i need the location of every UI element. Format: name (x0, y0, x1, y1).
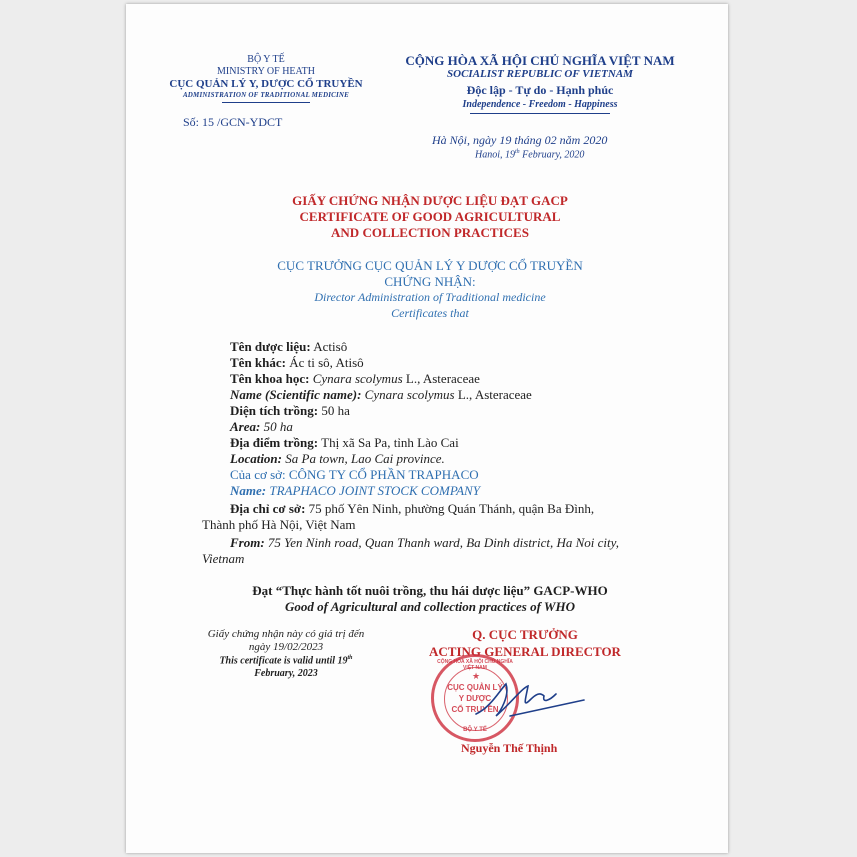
seal-text-3: CỔ TRUYỀN (451, 705, 499, 714)
field-scientific-name-vi: Tên khoa học: Cynara scolymus L., Asteraceae (230, 371, 480, 386)
field-address-en-line2: Vietnam (202, 551, 245, 566)
validity-en-2: February, 2023 (254, 668, 318, 679)
issue-date-vi: Hà Nội, ngày 19 tháng 02 năm 2020 (432, 133, 608, 147)
field-address-en: From: 75 Yen Ninh road, Quan Thanh ward, Ba Dinh district, Ha Noi city, (230, 535, 619, 550)
certificate-page (126, 4, 728, 853)
field-company-en: Name: TRAPHACO JOINT STOCK COMPANY (230, 483, 480, 498)
field-address-vi: Địa chỉ cơ sở: 75 phố Yên Ninh, phường Quán Thánh, quận Ba Đình, (230, 501, 595, 516)
validity-vi-2: ngày 19/02/2023 (248, 641, 324, 653)
issue-date-en: Hanoi, 19th February, 2020 (475, 149, 585, 161)
ministry-vi: BỘ Y TẾ (247, 54, 285, 65)
motto-vi: Độc lập - Tự do - Hạnh phúc (466, 83, 614, 97)
certificate-title-en-2: AND COLLECTION PRACTICES (331, 225, 529, 240)
seal-text-2: Y DƯỢC (458, 694, 492, 703)
seal-star-icon: ★ (472, 671, 481, 681)
director-line-en: Director Administration of Traditional medicine (314, 290, 546, 304)
certifies-en: Certificates that (391, 306, 469, 320)
director-line-vi: CỤC TRƯỞNG CỤC QUẢN LÝ Y DƯỢC CỔ TRUYỀN (277, 258, 583, 273)
validity-en-1: This certificate is valid until 19th (219, 655, 353, 667)
validity-vi-1: Giấy chứng nhận này có giá trị đến (207, 628, 365, 640)
field-other-name: Tên khác: Ác ti sô, Atisô (230, 355, 364, 370)
achievement-vi: Đạt “Thực hành tốt nuôi trồng, thu hái dược liệu” GACP-WHO (252, 583, 608, 598)
field-area-vi: Diện tích trồng: 50 ha (230, 403, 350, 418)
handwritten-signature (470, 670, 590, 730)
achievement-en: Good of Agricultural and collection practices of WHO (285, 599, 575, 614)
right-header-divider (470, 113, 610, 114)
field-location-vi: Địa điểm trồng: Thị xã Sa Pa, tỉnh Lào Cai (230, 435, 459, 450)
ministry-en: MINISTRY OF HEATH (217, 66, 315, 77)
field-company-vi: Của cơ sở: CÔNG TY CỔ PHẦN TRAPHACO (230, 467, 479, 482)
certifies-vi: CHỨNG NHẬN: (384, 274, 476, 289)
document-number: Số: 15 /GCN-YDCT (183, 115, 283, 129)
motto-en: Independence - Freedom - Happiness (462, 99, 618, 110)
signer-name: Nguyễn Thế Thịnh (461, 741, 558, 755)
department-vi: CỤC QUẢN LÝ Y, DƯỢC CỔ TRUYỀN (169, 78, 363, 90)
left-header-divider (222, 102, 310, 103)
certificate-title-vi: GIẤY CHỨNG NHẬN DƯỢC LIỆU ĐẠT GACP (292, 193, 568, 208)
field-area-en: Area: 50 ha (230, 419, 293, 434)
republic-vi: CỘNG HÒA XÃ HỘI CHỦ NGHĨA VIỆT NAM (405, 53, 675, 68)
seal-text-1: CỤC QUẢN LÝ (447, 683, 503, 692)
seal-bottom-text: BỘ Y TẾ (463, 727, 487, 733)
department-en: ADMINISTRATION OF TRADITIONAL MEDICINE (182, 91, 350, 99)
republic-en: SOCIALIST REPUBLIC OF VIETNAM (447, 68, 633, 80)
field-scientific-name-en: Name (Scientific name): Cynara scolymus L., Asteraceae (230, 387, 532, 402)
field-herb-name: Tên dược liệu: Actisô (230, 339, 348, 354)
seal-top-text: CỘNG HÒA XÃ HỘI CHỦ NGHĨA VIỆT NAM (437, 659, 513, 671)
signer-title-en: ACTING GENERAL DIRECTOR (429, 644, 621, 659)
field-location-en: Location: Sa Pa town, Lao Cai province. (230, 451, 445, 466)
signer-title-vi: Q. CỤC TRƯỞNG (472, 627, 578, 642)
certificate-title-en-1: CERTIFICATE OF GOOD AGRICULTURAL (299, 209, 561, 224)
field-address-vi-line2: Thành phố Hà Nội, Việt Nam (202, 517, 356, 532)
